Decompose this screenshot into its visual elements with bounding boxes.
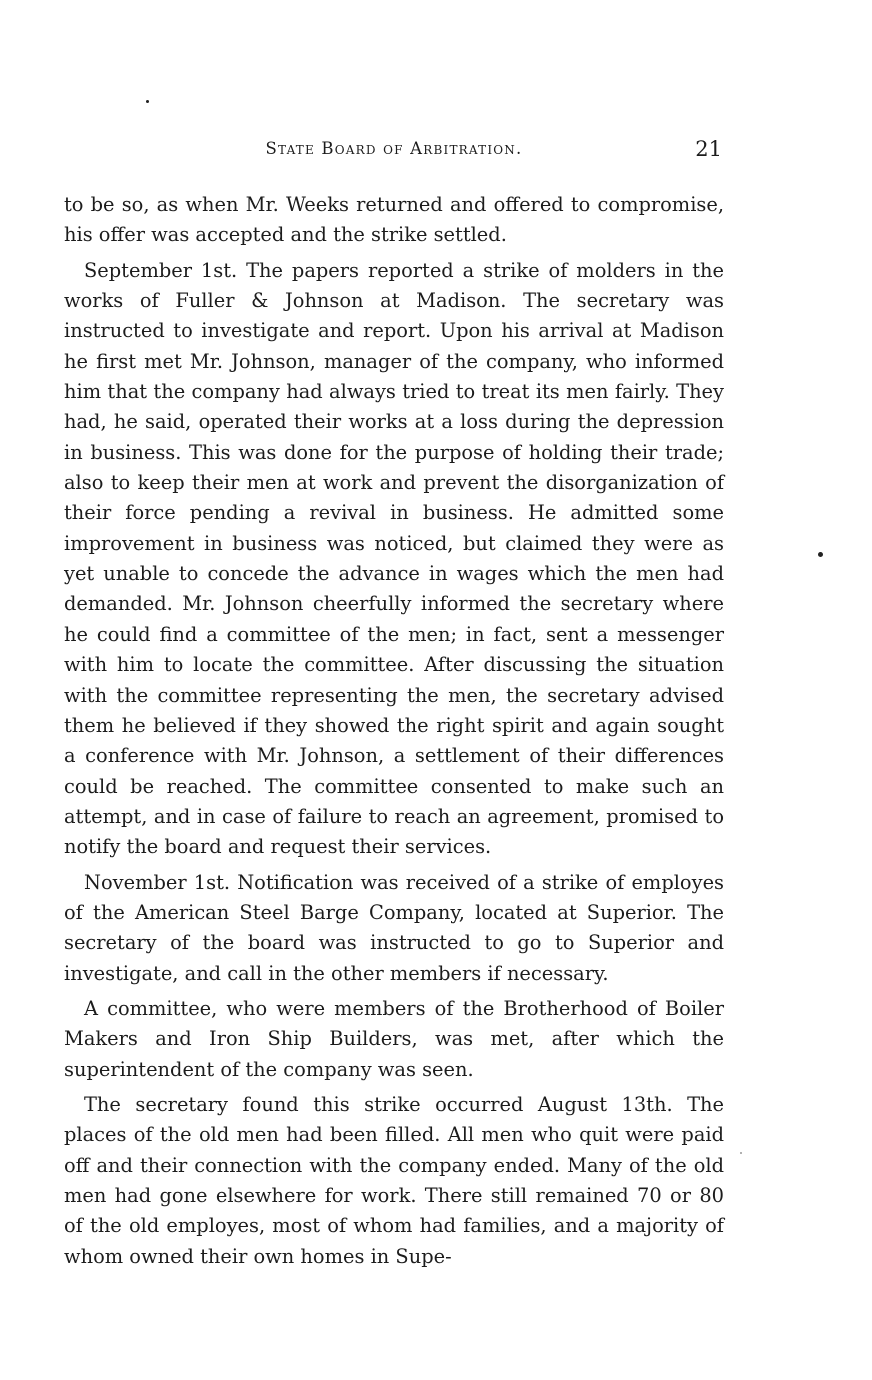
running-header bbox=[64, 134, 724, 164]
running-title: State Board of Arbitration. bbox=[265, 139, 523, 158]
page-number: 21 bbox=[695, 137, 722, 161]
paragraph-committee: A committee, who were members of the Brotherhood of Boiler Makers and Iron Ship Builders, was met, after which the superintendent of the company was seen. bbox=[64, 996, 724, 1081]
body-text bbox=[64, 190, 724, 1277]
scan-speck bbox=[146, 100, 149, 103]
paragraph-september: September 1st. The papers reported a strike of molders in the works of Fuller & Johnson at Madison. The secretary was instructed to investigate and report. Upon his arrival at Madison he first met Mr. Johnson, manager of the company, who informed him that the company had always tried to treat its men fairly. They had, he said, operated their works at a loss during the depression in business. This was done for the purpose of holding their trade; also to keep their men at work and prevent the disorganization of their force pending a revival in business. He admitted some improvement in business was noticed, but claimed they were as yet unable to concede the advance in wages which the men had demanded. Mr. Johnson cheerfully informed the secretary where he could find a committee of the men; in fact, sent a messenger with him to locate the committee. After discussing the situation with the committee representing the men, the secretary advised them he believed if they showed the right spirit and again sought a conference with Mr. Johnson, a settlement of their differences could be reached. The committee consented to make such an attempt, and in case of failure to reach an agreement, promised to notify the board and request their services. bbox=[64, 258, 724, 859]
scan-speck bbox=[740, 1152, 742, 1154]
paragraph-secretary-found: The secretary found this strike occurred August 13th. The places of the old men had been filled. All men who quit were paid off and their connection with the company ended. Many of the old men had gone elsewhere for work. There still remained 70 or 80 of the old employes, most of whom had families, and a majority of whom owned their own homes in Supe- bbox=[64, 1092, 724, 1268]
scan-speck bbox=[818, 552, 823, 557]
paragraph-november: November 1st. Notification was received of a strike of employes of the American Steel Barge Company, located at Superior. The secretary of the board was instructed to go to Superior and investigate, and call in the other members if necessary. bbox=[64, 870, 724, 985]
paragraph-continuation: to be so, as when Mr. Weeks returned and offered to compromise, his offer was accepted and the strike settled. bbox=[64, 193, 724, 247]
